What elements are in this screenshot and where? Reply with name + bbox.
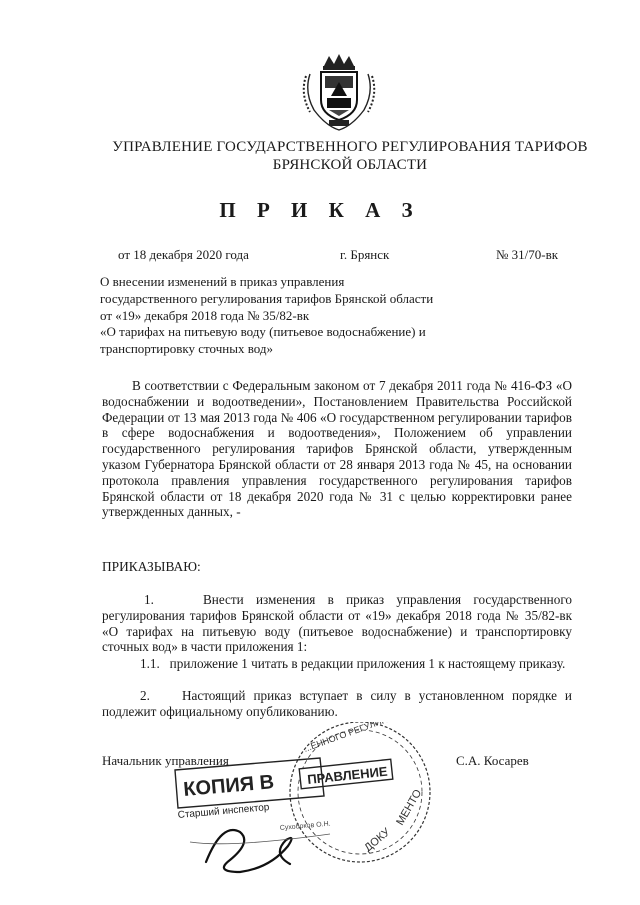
- svg-text:МЕНТО: МЕНТО: [394, 787, 425, 828]
- svg-text:Сухобоков О.Н.: Сухобоков О.Н.: [279, 820, 331, 832]
- coat-of-arms-emblem: [296, 52, 382, 134]
- preamble-paragraph: В соответствии с Федеральным законом от 7 декабря 2011 года № 416-ФЗ «О водоснабжении и водоотведении», Постановлением Правительства Российской Федерации от 13 мая 2013 года № 406 «О государственном регулировании тарифов в сфере водоснабжения и водоотведения», Положением об управлении государственного регулирования тарифов Брянской области, утвержденным указом Губернатора Брянской области от 28 января 2013 года № 45, на основании протокола правления управления государственного регулирования тарифов Брянской области от 18 декабря 2020 года № 31 с целью корректировки ранее утвержденных данных, -: [102, 378, 572, 520]
- subject-line: государственного регулирования тарифов Брянской области: [100, 290, 434, 306]
- order-city: г. Брянск: [340, 247, 390, 262]
- signatory-name: С.А. Косарев: [456, 753, 529, 768]
- order-item-1-1: 1.1. приложение 1 читать в редакции приложения 1 к настоящему приказу.: [140, 656, 566, 671]
- svg-text:...ЕННОГО РЕГУЛИР...: ...ЕННОГО РЕГУЛИР...: [302, 722, 394, 754]
- svg-text:ДОКУ: ДОКУ: [362, 826, 393, 855]
- order-subject: [100, 274, 520, 358]
- organization-name-line-1: УПРАВЛЕНИЕ ГОСУДАРСТВЕННОГО РЕГУЛИРОВАНИЯ ТАРИФОВ: [112, 139, 588, 155]
- document-title: П Р И К А З: [219, 198, 421, 222]
- subject-line: «О тарифах на питьевую воду (питьевое водоснабжение) и: [100, 324, 426, 340]
- order-item-2: 2. Настоящий приказ вступает в силу в установленном порядке и подлежит официальному опубликованию.: [102, 688, 572, 719]
- signatory-position: Начальник управления: [102, 753, 229, 768]
- subject-line: О внесении изменений в приказ управления: [100, 274, 345, 289]
- organization-name-line-2: БРЯНСКОЙ ОБЛАСТИ: [272, 157, 428, 173]
- order-number: № 31/70-вк: [496, 247, 559, 262]
- stamps-and-signature: [170, 722, 460, 897]
- subject-line: от «19» декабря 2018 года № 35/82-вк: [100, 307, 310, 323]
- subject-line: транспортировку сточных вод»: [100, 341, 273, 357]
- round-seal-stamp: [290, 722, 430, 862]
- svg-text:ПРАВЛЕНИЕ: ПРАВЛЕНИЕ: [306, 763, 389, 788]
- svg-text:Старший инспектор: Старший инспектор: [177, 802, 270, 821]
- order-item-1: 1. Внести изменения в приказ управления государственного регулирования тарифов Брянской области от «19» декабря 2018 года № 35/82-вк «О тарифах на питьевую воду (питьевое водоснабжение) и транспортировку сточных вод» в части приложения 1:: [102, 592, 572, 655]
- order-date: от 18 декабря 2020 года: [118, 247, 249, 262]
- handwritten-signature: [206, 830, 292, 872]
- order-directive-word: ПРИКАЗЫВАЮ:: [102, 559, 201, 574]
- svg-text:КОПИЯ В: КОПИЯ В: [182, 771, 275, 801]
